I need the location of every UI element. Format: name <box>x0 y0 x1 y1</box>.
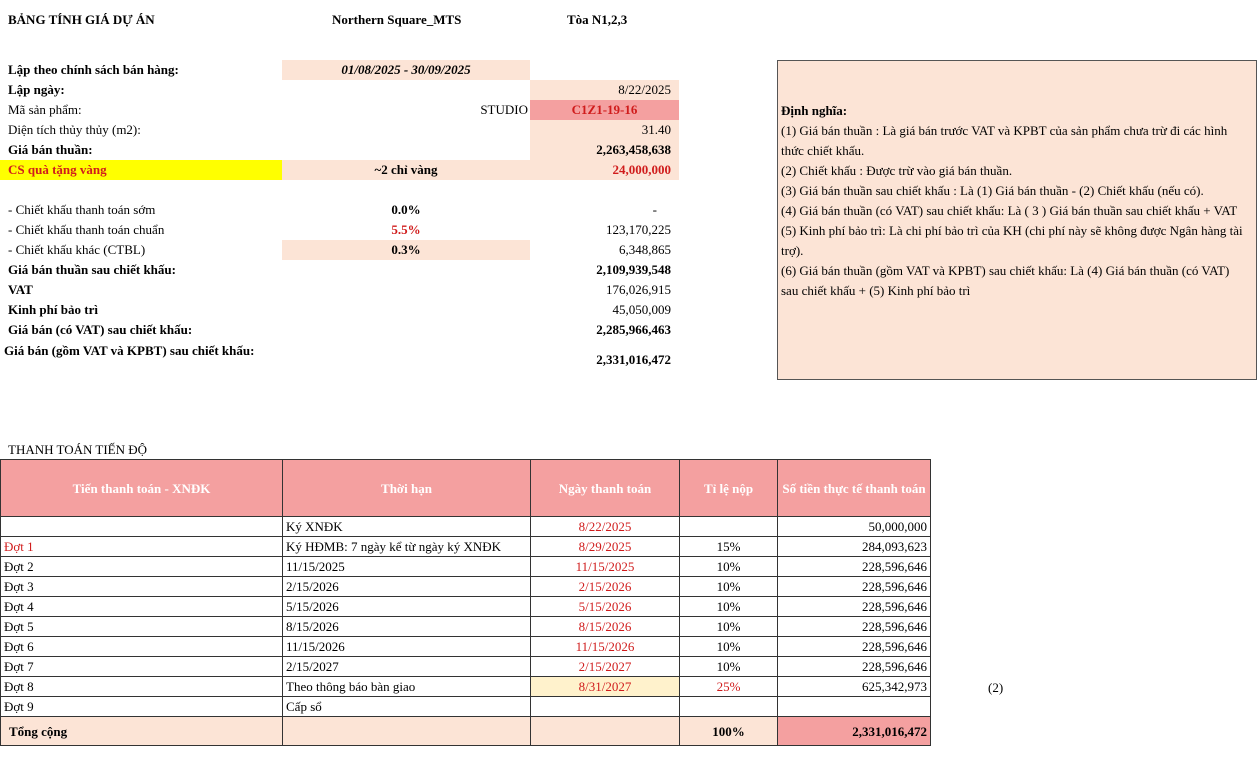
col-header-pct: Tỉ lệ nộp <box>680 460 778 517</box>
payment-pct <box>680 517 778 537</box>
date-value: 8/22/2025 <box>530 80 679 100</box>
after-discount-value: 2,109,939,548 <box>596 262 671 277</box>
payment-stage: Đợt 1 <box>1 537 283 557</box>
date-label: Lập ngày: <box>8 82 65 97</box>
payment-row <box>1 557 931 577</box>
payment-amount: 228,596,646 <box>778 617 931 637</box>
payment-term: Ký XNĐK <box>283 517 531 537</box>
other-discount-pct: 0.3% <box>282 240 530 260</box>
payment-term: Theo thông báo bàn giao <box>283 677 531 697</box>
payment-row <box>1 677 931 697</box>
policy-label: Lập theo chính sách bán hàng: <box>8 62 179 77</box>
project-name: Northern Square_MTS <box>332 12 462 27</box>
payment-date: 5/15/2026 <box>531 597 680 617</box>
total-label: Tổng cộng <box>1 717 283 746</box>
payment-pct: 25% <box>680 677 778 697</box>
payment-term: 2/15/2027 <box>283 657 531 677</box>
definition-item: (3) Giá bán thuần sau chiết khấu : Là (1) Giá bán thuần - (2) Chiết khấu (nếu có). <box>781 183 1204 198</box>
definition-item: (4) Giá bán thuần (có VAT) sau chiết khấu: Là ( 3 ) Giá bán thuần sau chiết khấu + VAT <box>781 203 1238 218</box>
payment-row <box>1 537 931 557</box>
payment-stage: Đợt 6 <box>1 637 283 657</box>
code-type: STUDIO <box>480 102 528 117</box>
total-price-label: Giá bán (gồm VAT và KPBT) sau chiết khấu: <box>4 343 255 358</box>
payment-row <box>1 577 931 597</box>
payment-total-row <box>1 717 931 746</box>
payment-row <box>1 617 931 637</box>
payment-amount <box>778 697 931 717</box>
total-price-value: 2,331,016,472 <box>596 352 671 367</box>
col-header-amount: Số tiền thực tế thanh toán <box>778 460 931 517</box>
payment-term: 11/15/2025 <box>283 557 531 577</box>
payment-term: 11/15/2026 <box>283 637 531 657</box>
early-discount-pct: 0.0% <box>391 202 421 217</box>
total-pct: 100% <box>680 717 778 746</box>
net-price-label: Giá bán thuần: <box>8 142 93 157</box>
payment-date: 11/15/2026 <box>531 637 680 657</box>
vat-value: 176,026,915 <box>606 282 671 297</box>
payment-amount: 228,596,646 <box>778 657 931 677</box>
payment-term: 8/15/2026 <box>283 617 531 637</box>
net-price-value: 2,263,458,638 <box>530 140 679 160</box>
payment-pct: 10% <box>680 597 778 617</box>
payment-term: Cấp sổ <box>283 697 531 717</box>
col-header-term: Thời hạn <box>283 460 531 517</box>
payment-pct: 15% <box>680 537 778 557</box>
payment-stage: Đợt 8 <box>1 677 283 697</box>
payment-amount: 625,342,973 <box>778 677 931 697</box>
total-term-empty <box>283 717 531 746</box>
definitions-box <box>777 60 1257 380</box>
code-value: C1Z1-19-16 <box>530 100 679 120</box>
tower-name: Tòa N1,2,3 <box>567 12 628 27</box>
payment-stage <box>1 517 283 537</box>
other-discount-value: 6,348,865 <box>619 242 671 257</box>
payment-amount: 228,596,646 <box>778 597 931 617</box>
payment-pct <box>680 697 778 717</box>
payment-stage: Đợt 5 <box>1 617 283 637</box>
after-discount-label: Giá bán thuần sau chiết khấu: <box>8 262 176 277</box>
payment-date: 2/15/2027 <box>531 657 680 677</box>
early-discount-label: - Chiết khấu thanh toán sớm <box>8 202 156 217</box>
payment-stage: Đợt 9 <box>1 697 283 717</box>
payment-row <box>1 657 931 677</box>
std-discount-label: - Chiết khấu thanh toán chuẩn <box>8 222 165 237</box>
maintenance-label: Kinh phí bảo trì <box>8 302 98 317</box>
payment-date: 8/15/2026 <box>531 617 680 637</box>
payment-row <box>1 597 931 617</box>
payment-date <box>531 697 680 717</box>
payment-date: 8/29/2025 <box>531 537 680 557</box>
definitions-heading: Định nghĩa: <box>781 103 848 118</box>
std-discount-pct: 5.5% <box>391 222 421 237</box>
payment-amount: 284,093,623 <box>778 537 931 557</box>
payment-stage: Đợt 4 <box>1 597 283 617</box>
payment-pct: 10% <box>680 557 778 577</box>
total-date-empty <box>531 717 680 746</box>
gift-value: 24,000,000 <box>530 160 679 180</box>
payment-row <box>1 697 931 717</box>
col-header-stage: Tiến thanh toán - XNĐK <box>1 460 283 517</box>
vat-label: VAT <box>8 282 33 297</box>
payment-header-row <box>1 460 931 517</box>
payment-title: THANH TOÁN TIẾN ĐỘ <box>8 442 148 457</box>
definition-item: (6) Giá bán thuần (gồm VAT và KPBT) sau chiết khấu: Là (4) Giá bán thuần (có VAT) sau chiết khấu + (5) Kinh phí bảo trì <box>781 263 1230 298</box>
payment-term: 5/15/2026 <box>283 597 531 617</box>
payment-date: 11/15/2025 <box>531 557 680 577</box>
gift-mid: ~2 chỉ vàng <box>282 160 530 180</box>
payment-table <box>0 459 931 746</box>
payment-date: 8/22/2025 <box>531 517 680 537</box>
with-vat-value: 2,285,966,463 <box>596 322 671 337</box>
with-vat-label: Giá bán (có VAT) sau chiết khấu: <box>8 322 193 337</box>
payment-date: 2/15/2026 <box>531 577 680 597</box>
definition-item: (5) Kinh phí bảo trì: Là chi phí bảo trì của KH (chi phí này sẽ không được Ngân hàng tài trợ). <box>781 223 1243 258</box>
col-header-date: Ngày thanh toán <box>531 460 680 517</box>
payment-stage: Đợt 3 <box>1 577 283 597</box>
payment-note: (2) <box>988 680 1004 695</box>
payment-pct: 10% <box>680 577 778 597</box>
std-discount-value: 123,170,225 <box>606 222 671 237</box>
payment-amount: 228,596,646 <box>778 577 931 597</box>
payment-date: 8/31/2027 <box>531 677 680 697</box>
area-value: 31.40 <box>530 120 679 140</box>
payment-pct: 10% <box>680 657 778 677</box>
payment-amount: 228,596,646 <box>778 637 931 657</box>
definition-item: (2) Chiết khấu : Được trừ vào giá bán thuần. <box>781 163 1013 178</box>
payment-pct: 10% <box>680 617 778 637</box>
page-title: BẢNG TÍNH GIÁ DỰ ÁN <box>8 12 155 27</box>
payment-row <box>1 637 931 657</box>
payment-pct: 10% <box>680 637 778 657</box>
early-discount-value: - <box>652 202 657 217</box>
payment-amount: 228,596,646 <box>778 557 931 577</box>
payment-row <box>1 517 931 537</box>
gift-label: CS quà tặng vàng <box>0 160 282 180</box>
definition-item: (1) Giá bán thuần : Là giá bán trước VAT và KPBT của sản phẩm chưa trừ đi các hình thức chiết khấu. <box>781 123 1228 158</box>
code-label: Mã sản phẩm: <box>8 102 82 117</box>
area-label: Diện tích thủy thủy (m2): <box>8 122 141 137</box>
payment-stage: Đợt 2 <box>1 557 283 577</box>
total-amount: 2,331,016,472 <box>778 717 931 746</box>
payment-term: Ký HĐMB: 7 ngày kể từ ngày ký XNĐK <box>283 537 531 557</box>
policy-value: 01/08/2025 - 30/09/2025 <box>282 60 530 80</box>
other-discount-label: - Chiết khấu khác (CTBL) <box>8 242 146 257</box>
payment-stage: Đợt 7 <box>1 657 283 677</box>
payment-term: 2/15/2026 <box>283 577 531 597</box>
payment-amount: 50,000,000 <box>778 517 931 537</box>
maintenance-value: 45,050,009 <box>612 302 671 317</box>
